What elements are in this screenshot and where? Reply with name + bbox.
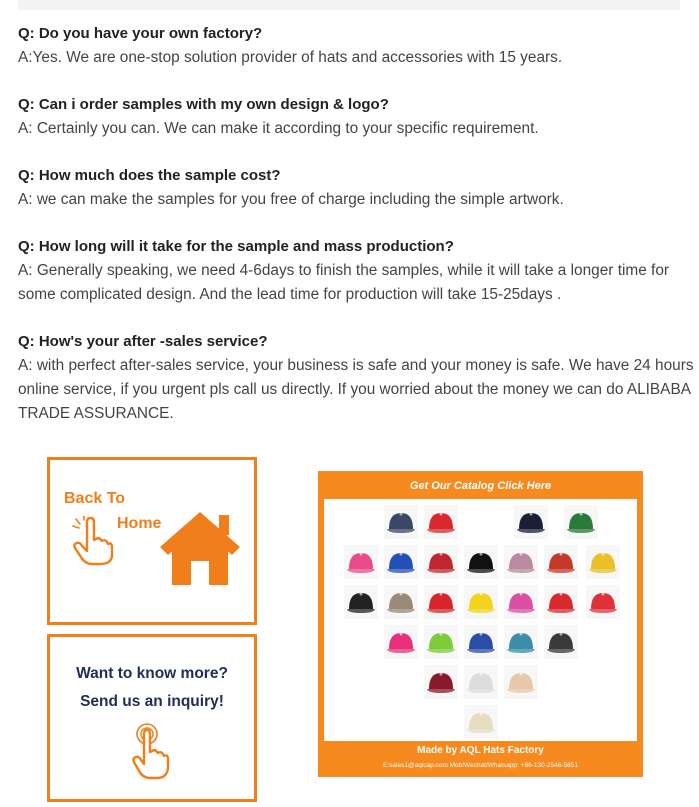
faq-question: Q: How long will it take for the sample and mass production? [18, 238, 454, 255]
sun-hat-icon [544, 585, 578, 619]
faq-question: Q: Can i order samples with my own design & logo? [18, 96, 389, 113]
house-icon [157, 507, 243, 587]
faq-answer: A:Yes. We are one-stop solution provider of hats and accessories with 15 years. [18, 49, 563, 66]
inquiry-line-1: Want to know more? [76, 665, 228, 682]
faq-item [18, 93, 694, 141]
bucket-hat-icon [586, 545, 620, 579]
straw-hat-icon [504, 665, 538, 699]
beanie-icon [504, 545, 538, 579]
cap-icon [384, 545, 418, 579]
faq-question: Q: Do you have your own factory? [18, 25, 263, 42]
back-to-label: Back To [64, 490, 126, 507]
cap-icon [514, 505, 548, 539]
visor-icon [586, 585, 620, 619]
pointing-hand-icon [70, 516, 114, 566]
cap-icon [344, 545, 378, 579]
cap-icon [424, 505, 458, 539]
visor-icon [504, 585, 538, 619]
catalog-header: Get Our Catalog Click Here [409, 480, 552, 492]
cap-icon [464, 545, 498, 579]
cap-icon [464, 585, 498, 619]
faq-question: Q: How much does the sample cost? [18, 167, 281, 184]
cap-icon [424, 545, 458, 579]
faq-item [18, 164, 694, 212]
faq-item [18, 235, 694, 307]
catalog-banner[interactable] [318, 471, 643, 777]
faq-answer: A: Certainly you can. We can make it according to your specific requirement. [18, 120, 539, 137]
cap-icon [464, 625, 498, 659]
beanie-icon [544, 545, 578, 579]
faq-answer: A: we can make the samples for you free of charge including the simple artwork. [18, 191, 564, 208]
faq-item [18, 330, 694, 426]
faq-answer: A: Generally speaking, we need 4-6days to finish the samples, while it will take a longer time for some complicated design. And the lead time for production will take 15-25days . [18, 262, 670, 303]
fedora-icon [464, 665, 498, 699]
catalog-footer-contact: E:sales1@aqlcap.com Mob/Wechat/Whatsapp: +86-130-2546-5851 [383, 762, 578, 769]
straw-hat-icon [464, 705, 498, 739]
inquiry-line-2: Send us an inquiry! [80, 693, 224, 710]
cap-icon [424, 585, 458, 619]
faq-answer: A: with perfect after-sales service, your business is safe and your money is safe. We have 24 hours online service, if you urgent pls call us directly. If you worried about the money we can do ALIBABA TRADE ASSURANCE. [18, 357, 694, 422]
cap-icon [504, 625, 538, 659]
faq-section [18, 22, 694, 449]
cap-icon [344, 585, 378, 619]
cap-icon [384, 625, 418, 659]
faq-question: Q: How's your after -sales service? [18, 333, 268, 350]
inquiry-banner[interactable] [47, 634, 257, 802]
cap-icon [564, 505, 598, 539]
cap-icon [384, 505, 418, 539]
catalog-footer-title: Made by AQL Hats Factory [417, 745, 544, 756]
fedora-icon [424, 665, 458, 699]
bucket-hat-icon [544, 625, 578, 659]
home-label: Home [117, 515, 162, 532]
tapping-hand-icon [130, 722, 176, 782]
faq-item [18, 22, 694, 70]
back-to-home-banner[interactable] [47, 457, 257, 625]
cap-icon [424, 625, 458, 659]
catalog-hat-grid [324, 499, 637, 741]
beret-icon [384, 585, 418, 619]
top-divider [18, 0, 680, 10]
